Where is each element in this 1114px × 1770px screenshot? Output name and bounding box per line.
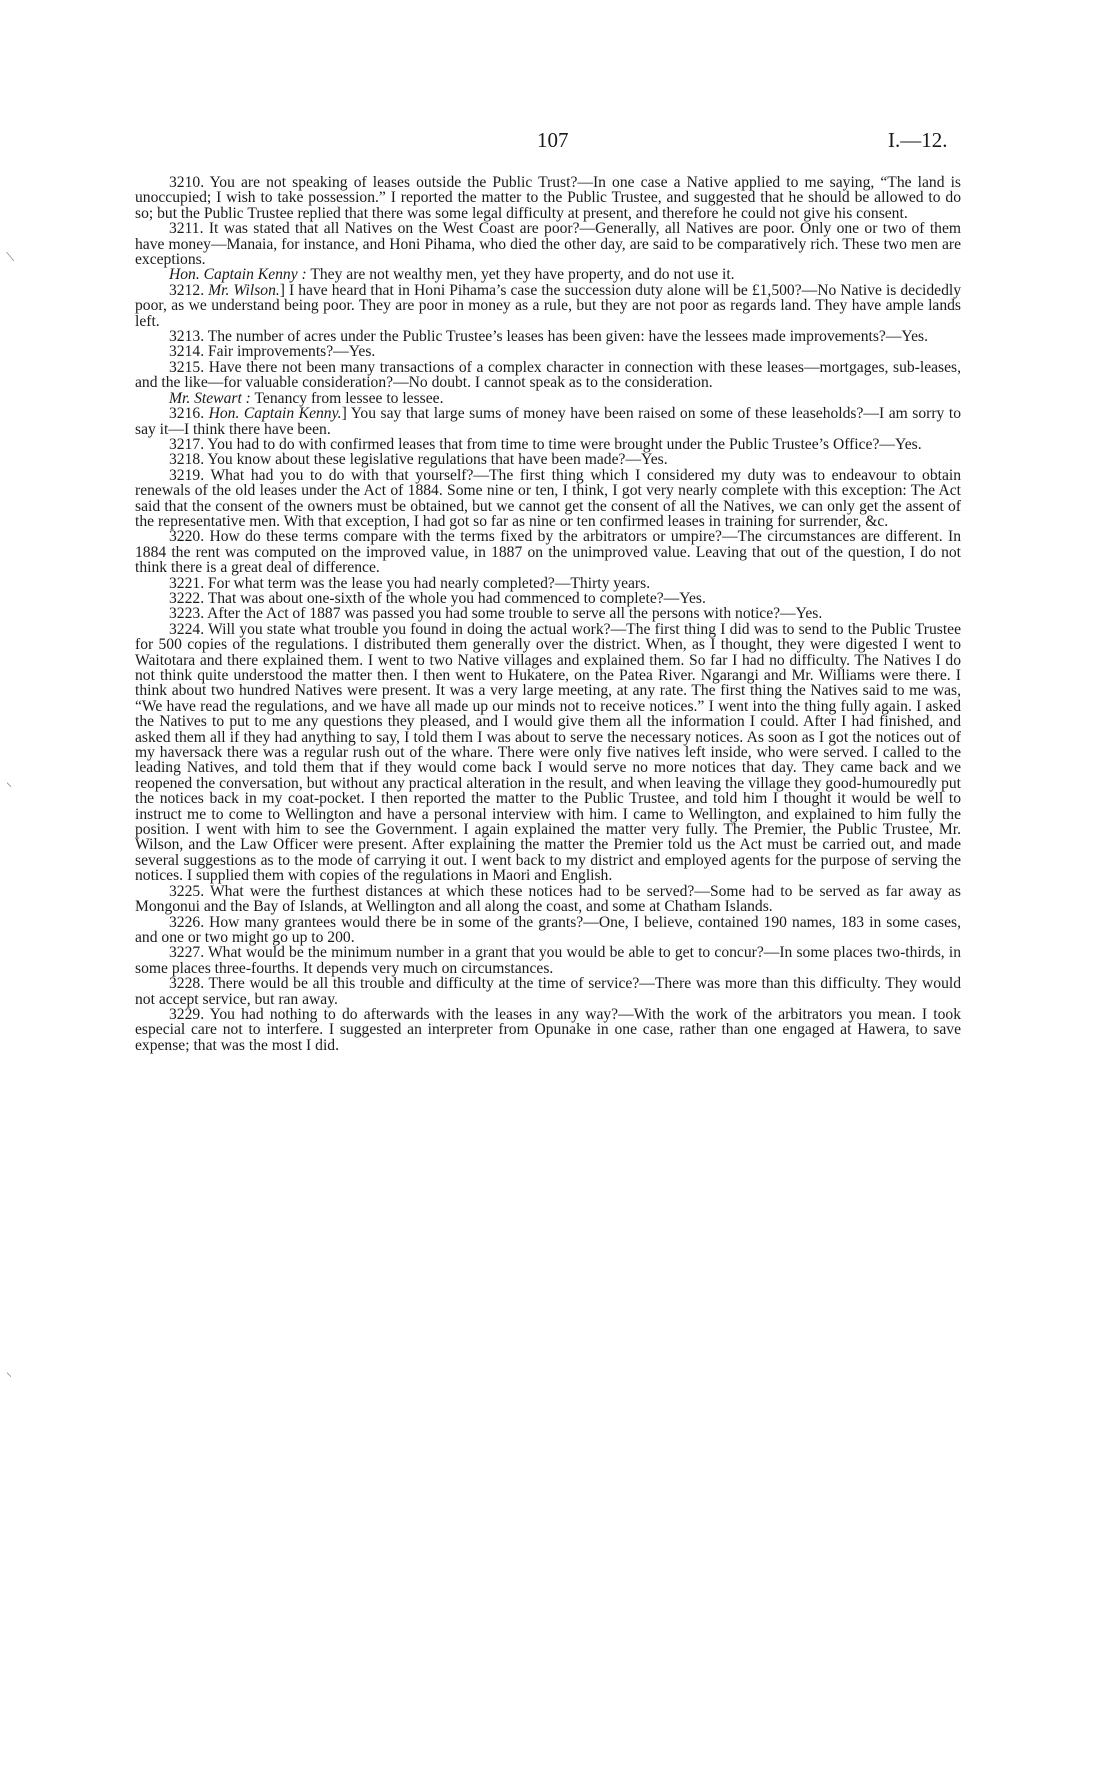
paragraph-3224: 3224. Will you state what trouble you found in doing the actual work?—The first thing I did was to send to the Public Trustee for 500 copies of the regulations. I distributed them generally over the district. When, as I thought, they were digested I went to Waitotara and there explained them. I went to two Native villages and explained them. So far I had no difficulty. The Natives I do not think quite understood the matter then. I then went to Hukatere, on the Patea River. Ngarangi and Mr. Williams were there. I think about two hundred Natives were present. It was a very large meeting, at any rate. The first thing the Natives said to me was, “We have read the regulations, and we have all made up our minds not to receive notices.” I went into the thing fully again. I asked the Natives to put to me any questions they pleased, and I would give them all the information I could. After I had finished, and asked them all if they had anything to say, I told them I was about to serve the necessary notices. As soon as I got the notices out of my haversack there was a regular rush out of the whare. There were only five natives left inside, who were served. I called to the leading Natives, and told them that if they would come back I would serve no more notices that day. They came back and we reopened the conversation, but without any practical alteration in the result, and when leaving the village they good-humouredly put the notices back in my coat-pocket. I then reported the matter to the Public Trustee, and told him I thought it would be well to instruct me to come to Wellington and have a personal interview with him. I came to Wellington, and explained to him fully the position. I went with him to see the Government. I again explained the matter very fully. The Premier, the Public Trustee, Mr. Wilson, and the Law Officer were present. After explaining the matter the Premier told us the Act must be carried out, and made several suggestions as to the mode of carrying it out. I went back to my district and employed agents for the purpose of serving the notices. I supplied them with copies of the regulations in Maori and English. xyxy=(135,620,961,885)
paragraph-3220: 3220. How do these terms compare with the terms fixed by the arbitrators or umpire?—The circumstances are different. In 1884 the rent was computed on the improved value, in 1887 on the unimproved value. Leaving that out of the question, I do not think there is a great deal of difference. xyxy=(135,528,961,577)
paragraph-3218: 3218. You know about these legislative regulations that have been made?—Yes. xyxy=(169,451,668,469)
document-body xyxy=(135,175,961,1053)
speaker-name: Hon. Captain Kenny : xyxy=(169,266,307,284)
paragraph-interjection-stewart: Mr. Stewart : Tenancy from lessee to lessee. xyxy=(169,389,444,407)
paragraph-3217: 3217. You had to do with confirmed leases that from time to time were brought under the Public Trustee’s Office?—Yes. xyxy=(169,435,922,453)
series-reference: I.—12. xyxy=(888,128,948,152)
page-number: 107 xyxy=(537,128,569,152)
paragraph-3225: 3225. What were the furthest distances at which these notices had to be served?—Some had to be served as far away as Mongonui and the Bay of Islands, at Wellington and all along the coast, and some at Chatham Islands. xyxy=(135,882,961,916)
paragraph-3211: 3211. It was stated that all Natives on the West Coast are poor?—Generally, all Natives are poor. Only one or two of them have money—Manaia, for instance, and Honi Pihama, who died the other day, are said to be comparatively rich. These two men are exceptions. xyxy=(135,220,961,269)
paragraph-3222: 3222. That was about one-sixth of the whole you had commenced to complete?—Yes. xyxy=(169,589,706,607)
page-header xyxy=(0,128,1114,158)
speaker-name: Mr. Wilson. xyxy=(208,281,280,299)
paragraph-3226: 3226. How many grantees would there be in some of the grants?—One, I believe, contained 190 names, 183 in some cases, and one or two might go up to 200. xyxy=(135,913,961,946)
paragraph-3214: 3214. Fair improvements?—Yes. xyxy=(169,343,376,361)
paragraph-3229: 3229. You had nothing to do afterwards with the leases in any way?—With the work of the arbitrators you mean. I took especial care not to interfere. I suggested an interpreter from Opunake in one case, rather than one engaged at Hawera, to save expense; that was the most I did. xyxy=(135,1005,961,1054)
paragraph-3215: 3215. Have there not been many transactions of a complex character in connection with these leases—mortgages, sub-leases, and the like—for valuable consideration?—No doubt. I cannot speak as to the consideration. xyxy=(135,358,961,392)
margin-mark: ⸌ xyxy=(6,1370,13,1384)
margin-mark: ⟍ xyxy=(6,250,15,264)
paragraph-3228: 3228. There would be all this trouble and difficulty at the time of service?—There was more than this difficulty. They would not accept service, but ran away. xyxy=(135,975,961,1008)
paragraph-3216: 3216. Hon. Captain Kenny.] You say that large sums of money have been raised on some of these leaseholds?—I am sorry to say it—I think there have been. xyxy=(135,405,962,438)
paragraph-3221: 3221. For what term was the lease you had nearly completed?—Thirty years. xyxy=(169,574,651,592)
paragraph-3213: 3213. The number of acres under the Public Trustee’s leases has been given: have the lessees made improvements?—Yes. xyxy=(169,328,929,346)
speaker-name: Hon. Captain Kenny. xyxy=(208,405,342,423)
paragraph-interjection-kenny: Hon. Captain Kenny : They are not wealthy men, yet they have property, and do not use it. xyxy=(169,266,735,284)
paragraph-3210: 3210. You are not speaking of leases outside the Public Trust?—In one case a Native applied to me saying, “The land is unoccupied; I wish to take possession.” I reported the matter to the Public Trustee, and suggested that he should be allowed to do so; but the Public Trustee replied that there was some legal difficulty at present, and therefore he could not give his consent. xyxy=(135,174,961,222)
speaker-name: Mr. Stewart : xyxy=(169,389,251,407)
paragraph-3223: 3223. After the Act of 1887 was passed you had some trouble to serve all the persons with notice?—Yes. xyxy=(169,605,823,623)
paragraph-3212: 3212. Mr. Wilson.] I have heard that in Honi Pihama’s case the succession duty alone will be £1,500?—No Native is decidedly poor, as we understand being poor. They are poor in money as a rule, but they are not poor as regards land. They have ample lands left. xyxy=(135,281,962,330)
margin-mark: ⸌ xyxy=(6,780,13,794)
paragraph-3219: 3219. What had you to do with that yourself?—The first thing which I considered my duty was to endeavour to obtain renewals of the old leases under the Act of 1884. Some nine or ten, I think, I got very nearly complete with this exception: The Act said that the consent of the owners must be obtained, but we cannot get the consent of all the Natives, we can only get the assent of the representative men. With that exception, I had got so far as nine or ten confirmed leases in training for surrender, &c. xyxy=(135,466,961,530)
paragraph-3227: 3227. What would be the minimum number in a grant that you would be able to get to concur?—In some places two-thirds, in some places three-fourths. It depends very much on circumstances. xyxy=(135,944,961,977)
